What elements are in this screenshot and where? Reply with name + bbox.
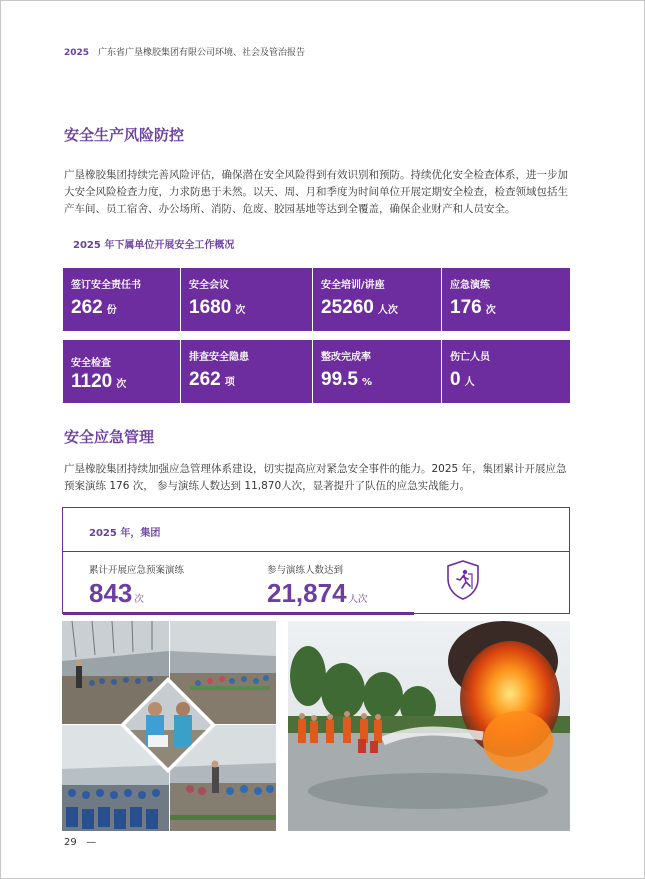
header-year: 2025 — [64, 48, 90, 58]
stat-value: 262 — [71, 297, 103, 318]
page-number: 29 — [64, 837, 77, 848]
stat-label: 安全会议 — [189, 280, 229, 291]
stat-cell-casualties — [442, 340, 570, 403]
stat-value: 1680 — [189, 297, 232, 318]
section-title-emergency: 安全应急管理 — [64, 428, 155, 446]
stats-subtitle: 2025 年下属单位开展安全工作概况 — [73, 240, 235, 251]
stat-value: 21,874 — [267, 578, 347, 608]
photo-fire-drill — [288, 621, 570, 831]
emergency-drills-stat — [89, 562, 184, 609]
section-title-risk-control: 安全生产风险防控 — [64, 126, 185, 144]
box-accent-line — [63, 612, 414, 615]
stat-cell-meetings — [181, 268, 312, 331]
footer-dash: — — [79, 837, 97, 848]
stat-cell-drills — [442, 268, 570, 331]
stat-label: 参与演练人数达到 — [267, 565, 344, 576]
stat-unit: 人 — [464, 377, 475, 388]
stat-value: 0 — [450, 369, 461, 390]
stat-label: 签订安全责任书 — [71, 280, 141, 291]
stat-label: 安全检查 — [71, 358, 111, 369]
stat-cell-rectification — [313, 340, 441, 403]
stat-label: 累计开展应急预案演练 — [89, 565, 185, 576]
stat-unit: 份 — [106, 305, 117, 316]
emergency-exit-shield-icon — [445, 559, 481, 601]
stat-cell-hazards — [181, 340, 312, 403]
stat-unit: 次 — [116, 379, 127, 390]
stat-value: 99.5 — [321, 369, 358, 390]
section-paragraph-risk-control: 广垦橡胶集团持续完善风险评估，确保潜在安全风险得到有效识别和预防。持续优化安全检查体系，进一步加大安全风险检查力度，力求防患于未然。以天、周、月和季度为时间单位开展定期安全检查，检查领域包括生产车间、员工宿舍、办公场所、消防、危废、胶园基地等达到全覆盖，确保企业财产和人员安全。 — [64, 169, 568, 215]
stat-unit: % — [361, 377, 373, 388]
stat-unit: 次 — [485, 305, 496, 316]
stat-cell-inspections — [63, 340, 180, 403]
stat-value: 843 — [89, 578, 133, 608]
stat-value: 176 — [450, 297, 482, 318]
stat-unit: 项 — [224, 377, 235, 388]
page-header — [64, 45, 305, 58]
stat-unit: 人次 — [348, 594, 368, 605]
stat-label: 排查安全隐患 — [189, 352, 249, 363]
emergency-box-title: 2025 年，集团 — [63, 508, 569, 552]
stat-label: 伤亡人员 — [450, 352, 490, 363]
stat-value: 1120 — [71, 371, 113, 392]
stat-cell-training — [313, 268, 441, 331]
page-footer — [64, 837, 96, 848]
photo-female-trainees-inset — [118, 675, 218, 775]
stat-label: 安全培训/讲座 — [321, 280, 385, 291]
emergency-participants-stat — [267, 562, 368, 609]
stat-unit: 人次 — [377, 305, 398, 316]
section-paragraph-emergency: 广垦橡胶集团持续加强应急管理体系建设，切实提高应对紧急安全事件的能力。2025 年，集团累计开展应急预案演练 176 次， 参与演练人数达到 11,870人次，显著提升了队伍的应急实战能力。 — [64, 463, 567, 492]
stat-value: 262 — [189, 369, 221, 390]
emergency-summary-box — [62, 507, 570, 614]
safety-stats-grid — [63, 268, 570, 403]
stat-unit: 次 — [235, 305, 246, 316]
stat-cell-responsibility — [63, 268, 180, 331]
stat-label: 应急演练 — [450, 280, 490, 291]
stat-unit: 次 — [134, 594, 144, 605]
stat-label: 整改完成率 — [321, 352, 371, 363]
stat-value: 25260 — [321, 297, 374, 318]
header-report-title: 广东省广垦橡胶集团有限公司环境、社会及管治报告 — [97, 48, 305, 58]
